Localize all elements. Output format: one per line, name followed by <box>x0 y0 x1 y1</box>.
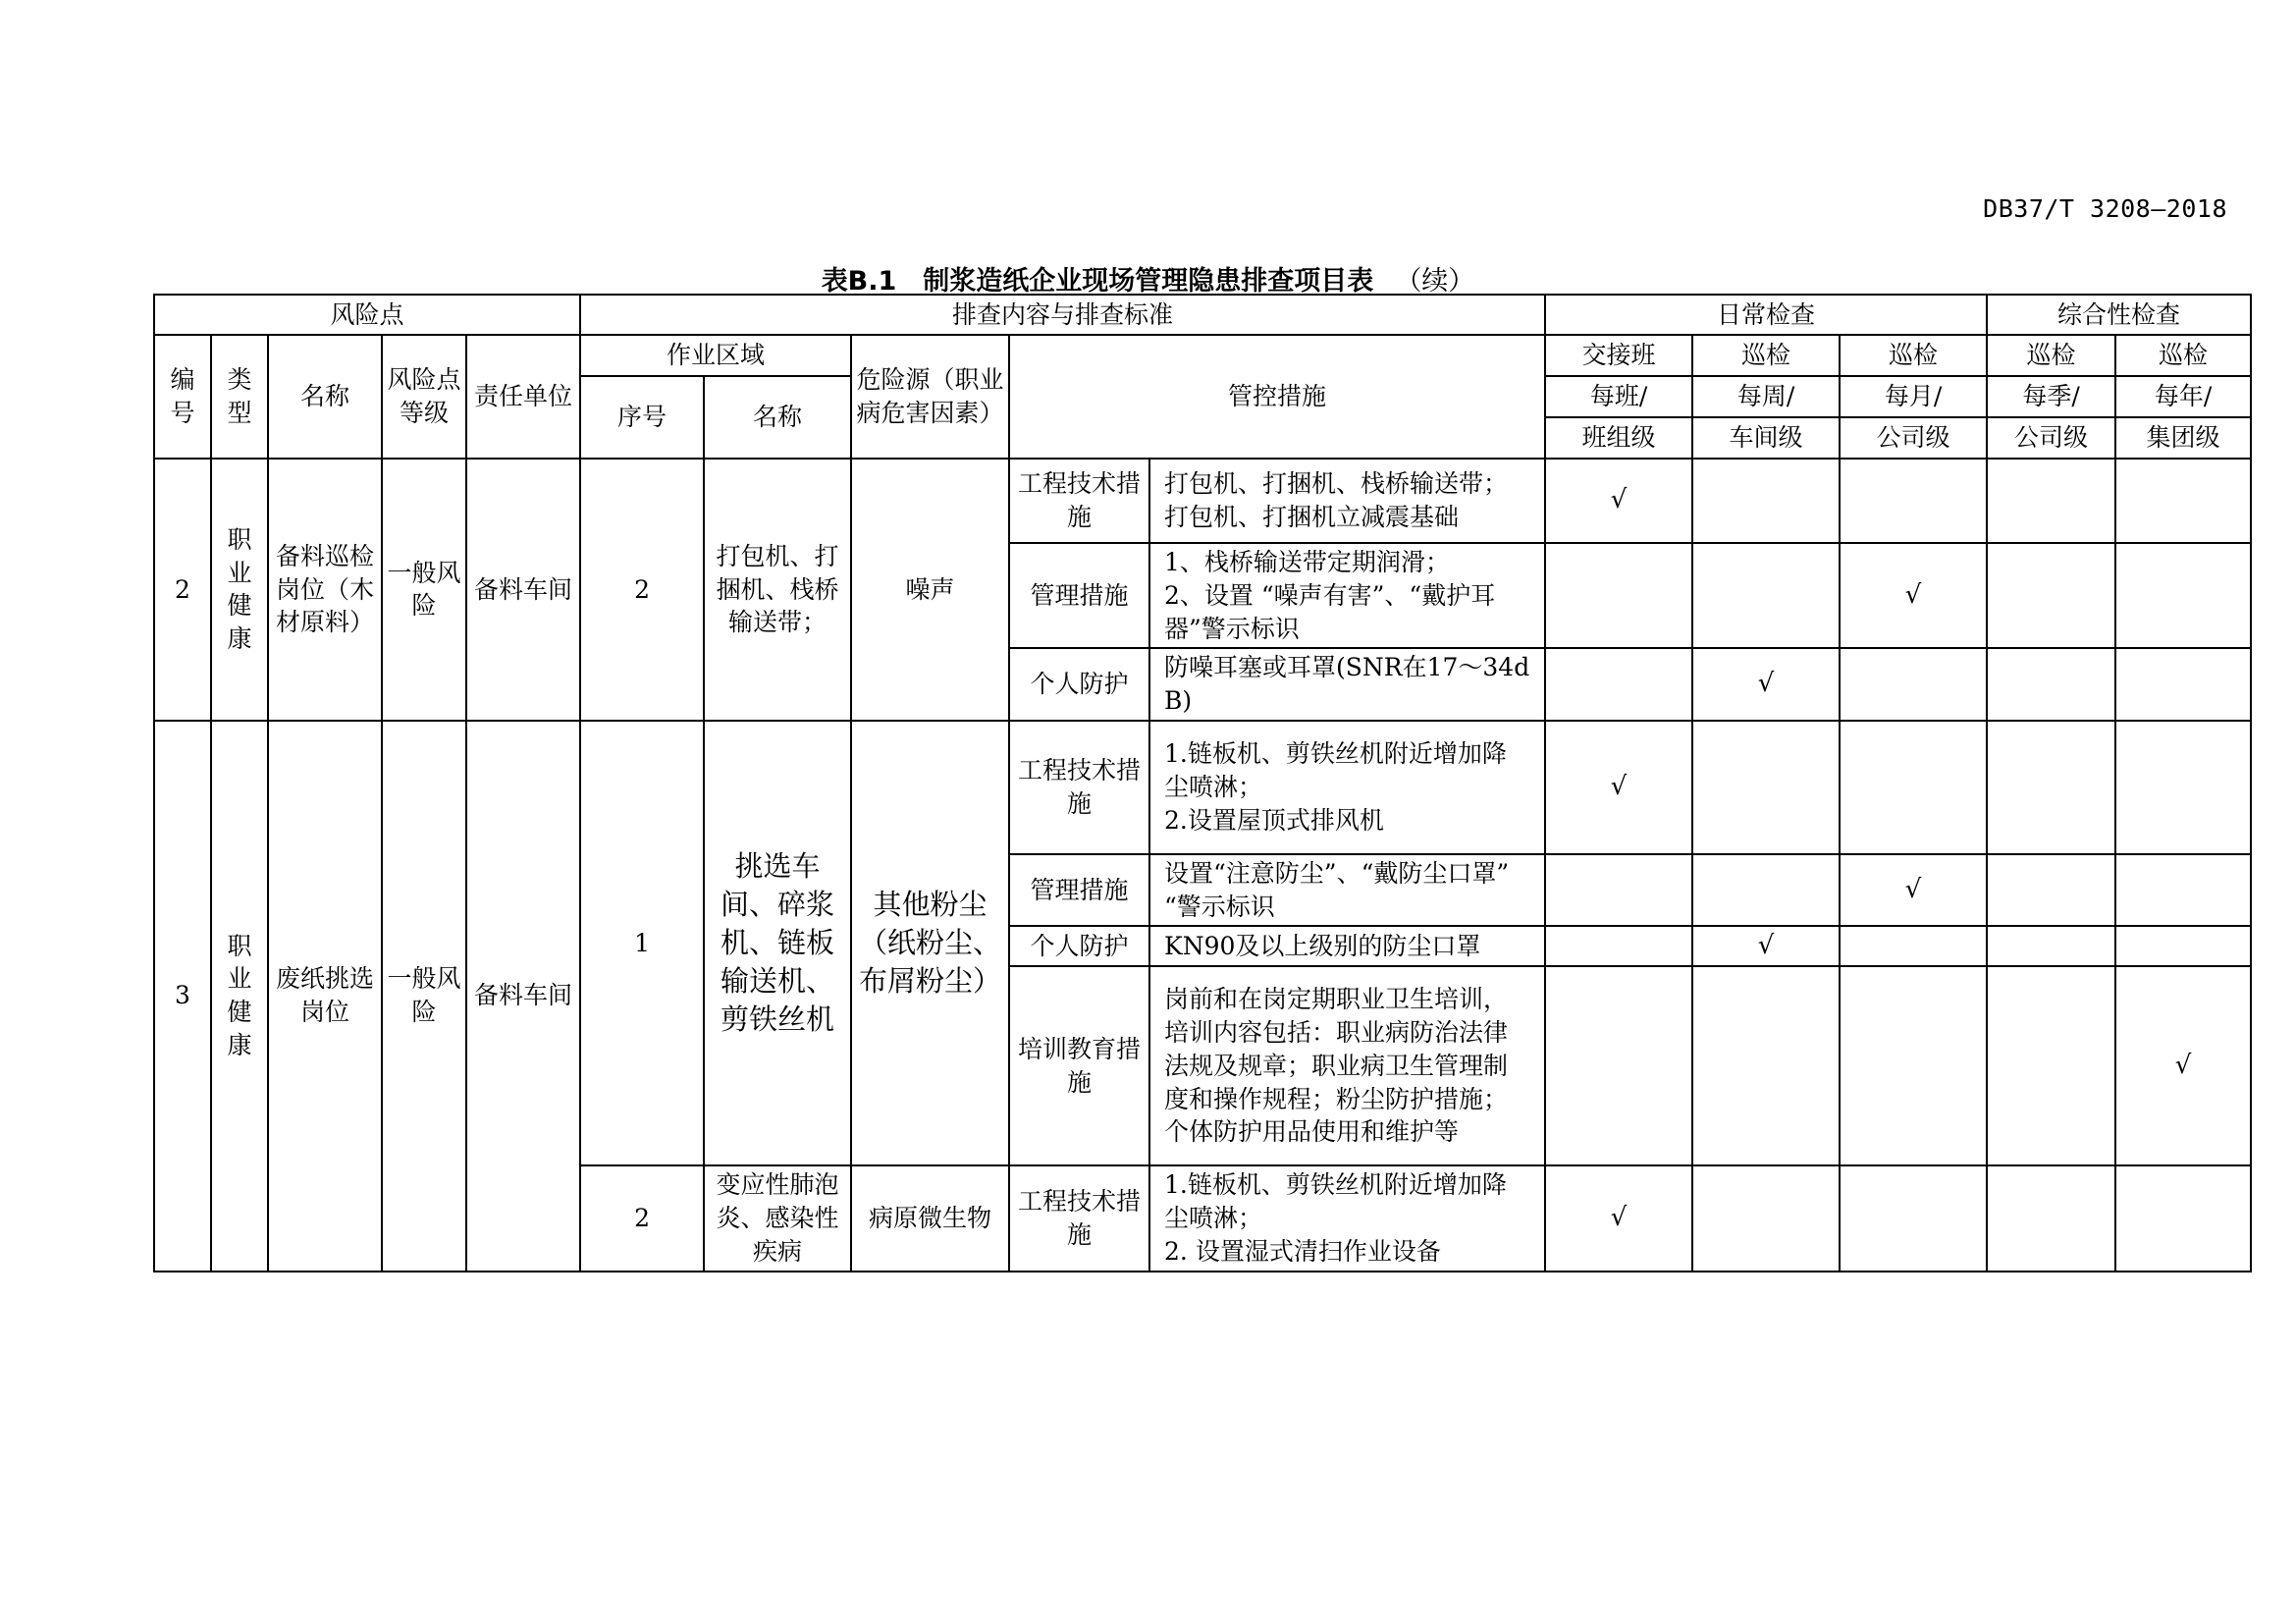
row2-type: 职业健康 <box>211 459 268 721</box>
header-c1-label: 交接班 <box>1545 335 1692 376</box>
check-mark: √ <box>1840 854 1987 927</box>
header-c2-label: 巡检 <box>1692 335 1840 376</box>
table-row <box>154 721 2251 854</box>
header-row-2 <box>154 335 2251 376</box>
row3-a-area-name: 挑选车间、碎浆机、链板输送机、剪铁丝机 <box>704 721 851 1166</box>
row3-name: 废纸挑选岗位 <box>268 721 382 1272</box>
row3-m2-category: 管理措施 <box>1009 854 1149 927</box>
header-risk-point: 风险点 <box>154 295 580 335</box>
header-comprehensive-check: 综合性检查 <box>1987 295 2251 335</box>
check-mark: √ <box>1692 648 1840 721</box>
check-mark: √ <box>1840 543 1987 648</box>
row3-no: 3 <box>154 721 211 1272</box>
row2-m3-text: 防噪耳塞或耳罩(SNR在17～34dB) <box>1149 648 1545 721</box>
row3-m5-category: 工程技术措施 <box>1009 1165 1149 1271</box>
row2-m2-text: 1、栈桥输送带定期润滑； 2、设置 “噪声有害”、“戴护耳器”警示标识 <box>1149 543 1545 648</box>
check-mark: √ <box>1545 721 1692 854</box>
row3-m3-category: 个人防护 <box>1009 926 1149 966</box>
row3-type: 职业健康 <box>211 721 268 1272</box>
table-row <box>154 459 2251 543</box>
row2-seq: 2 <box>580 459 704 721</box>
row2-level: 一般风险 <box>382 459 466 721</box>
row2-no: 2 <box>154 459 211 721</box>
row3-m2-text: 设置“注意防尘”、“戴防尘口罩” “警示标识 <box>1149 854 1545 927</box>
header-c4-level: 公司级 <box>1987 417 2115 459</box>
header-c1-level: 班组级 <box>1545 417 1692 459</box>
row3-m4-category: 培训教育措施 <box>1009 966 1149 1165</box>
header-responsible-unit: 责任单位 <box>466 335 580 459</box>
header-c3-level: 公司级 <box>1840 417 1987 459</box>
table-title-text: 表B.1 制浆造纸企业现场管理隐患排查项目表 <box>821 266 1374 297</box>
hazard-inspection-table <box>153 294 2252 1272</box>
header-c2-level: 车间级 <box>1692 417 1840 459</box>
row3-m3-text: KN90及以上级别的防尘口罩 <box>1149 926 1545 966</box>
check-mark: √ <box>1545 459 1692 543</box>
header-hazard-source: 危险源（职业病危害因素） <box>851 335 1009 459</box>
header-content: 排查内容与排查标准 <box>580 295 1545 335</box>
table-title <box>0 259 2296 298</box>
header-c3-label: 巡检 <box>1840 335 1987 376</box>
row3-a-seq: 1 <box>580 721 704 1166</box>
header-work-area: 作业区域 <box>580 335 851 376</box>
check-mark: √ <box>2115 966 2251 1165</box>
row2-area-name: 打包机、打捆机、栈桥输送带； <box>704 459 851 721</box>
row2-name: 备料巡检岗位（木材原料） <box>268 459 382 721</box>
check-mark: √ <box>1692 926 1840 966</box>
row2-m1-text: 打包机、打捆机、栈桥输送带； 打包机、打捆机立减震基础 <box>1149 459 1545 543</box>
header-row-1 <box>154 295 2251 335</box>
header-c2-freq: 每周/ <box>1692 376 1840 417</box>
header-control-measures: 管控措施 <box>1009 335 1545 459</box>
header-seq: 序号 <box>580 376 704 459</box>
row3-b-hazard: 病原微生物 <box>851 1165 1009 1271</box>
row2-unit: 备料车间 <box>466 459 580 721</box>
header-c5-freq: 每年/ <box>2115 376 2251 417</box>
header-type: 类型 <box>211 335 268 459</box>
row3-a-hazard: 其他粉尘（纸粉尘、布屑粉尘） <box>851 721 1009 1166</box>
header-no: 编号 <box>154 335 211 459</box>
header-c4-label: 巡检 <box>1987 335 2115 376</box>
row3-m4-text: 岗前和在岗定期职业卫生培训，培训内容包括：职业病防治法律法规及规章；职业病卫生管理制度和操作规程；粉尘防护措施；个体防护用品使用和维护等 <box>1149 966 1545 1165</box>
row2-hazard: 噪声 <box>851 459 1009 721</box>
row3-b-area-name: 变应性肺泡炎、感染性疾病 <box>704 1165 851 1271</box>
header-name: 名称 <box>268 335 382 459</box>
header-c5-label: 巡检 <box>2115 335 2251 376</box>
document-number: DB37/T 3208—2018 <box>1983 194 2227 223</box>
row3-b-seq: 2 <box>580 1165 704 1271</box>
header-c4-freq: 每季/ <box>1987 376 2115 417</box>
header-c1-freq: 每班/ <box>1545 376 1692 417</box>
row3-level: 一般风险 <box>382 721 466 1272</box>
row2-m3-category: 个人防护 <box>1009 648 1149 721</box>
row2-m1-category: 工程技术措施 <box>1009 459 1149 543</box>
table-title-continued: （续） <box>1395 266 1475 297</box>
row3-m1-text: 1.链板机、剪铁丝机附近增加降尘喷淋； 2.设置屋顶式排风机 <box>1149 721 1545 854</box>
row3-unit: 备料车间 <box>466 721 580 1272</box>
header-daily-check: 日常检查 <box>1545 295 1987 335</box>
row3-m5-text: 1.链板机、剪铁丝机附近增加降尘喷淋； 2. 设置湿式清扫作业设备 <box>1149 1165 1545 1271</box>
header-risk-level: 风险点等级 <box>382 335 466 459</box>
row2-m2-category: 管理措施 <box>1009 543 1149 648</box>
row3-m1-category: 工程技术措施 <box>1009 721 1149 854</box>
check-mark: √ <box>1545 1165 1692 1271</box>
header-c3-freq: 每月/ <box>1840 376 1987 417</box>
header-area-name: 名称 <box>704 376 851 459</box>
header-c5-level: 集团级 <box>2115 417 2251 459</box>
